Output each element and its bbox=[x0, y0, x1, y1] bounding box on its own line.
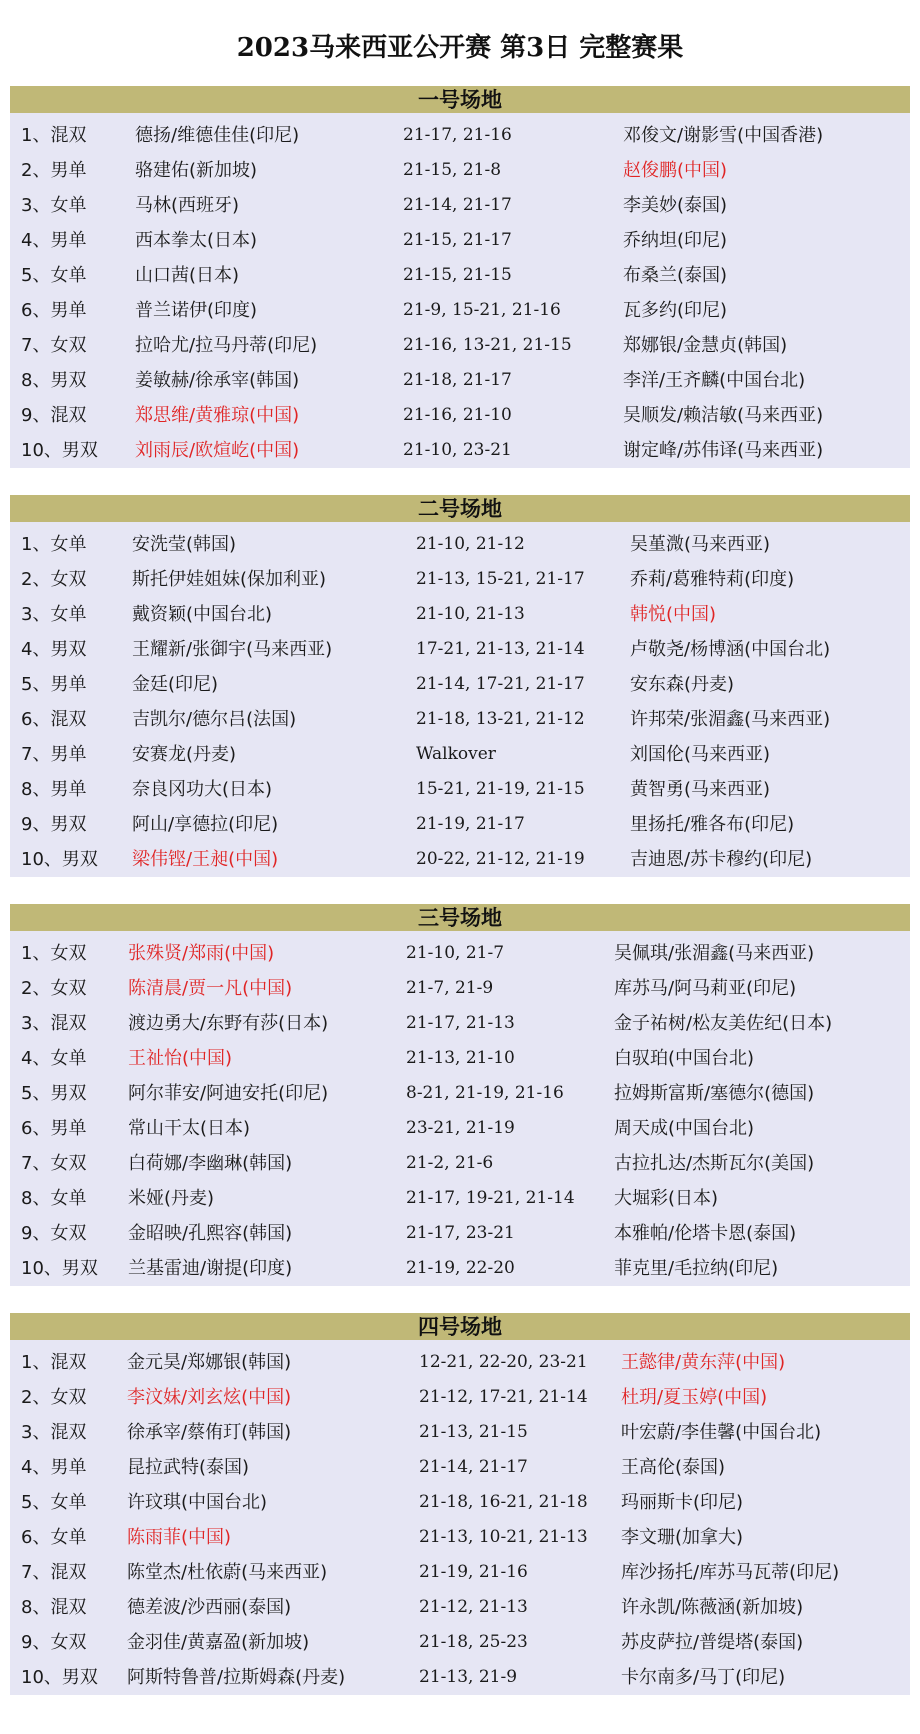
match-number: 9、男双 bbox=[21, 814, 87, 835]
match-row bbox=[10, 1415, 910, 1450]
match-score: 21-10, 21-13 bbox=[416, 604, 525, 624]
match-row bbox=[10, 702, 910, 737]
player-2: 韩悦(中国) bbox=[630, 604, 717, 625]
match-score: 21-18, 16-21, 21-18 bbox=[419, 1492, 588, 1512]
match-number: 1、混双 bbox=[21, 125, 87, 146]
player-1: 骆建佑(新加坡) bbox=[135, 160, 258, 181]
match-score: 21-12, 21-13 bbox=[419, 1597, 528, 1617]
player-1: 阿尔菲安/阿迪安托(印尼) bbox=[128, 1083, 329, 1104]
match-row bbox=[10, 1520, 910, 1555]
match-list bbox=[10, 522, 910, 877]
player-1: 马林(西班牙) bbox=[135, 195, 240, 216]
match-list bbox=[10, 113, 910, 468]
match-row bbox=[10, 118, 910, 153]
player-1: 金羽佳/黄嘉盈(新加坡) bbox=[127, 1632, 310, 1653]
match-row bbox=[10, 258, 910, 293]
match-score: 21-10, 21-7 bbox=[406, 943, 505, 963]
player-1: 郑思维/黄雅琼(中国) bbox=[135, 405, 300, 426]
player-2: 古拉扎达/杰斯瓦尔(美国) bbox=[614, 1153, 815, 1174]
player-2: 黄智勇(马来西亚) bbox=[630, 779, 771, 800]
player-2: 杜玥/夏玉婷(中国) bbox=[621, 1387, 768, 1408]
match-score: 21-19, 21-17 bbox=[416, 814, 525, 834]
match-number: 6、男单 bbox=[21, 1118, 87, 1139]
match-score: 21-14, 21-17 bbox=[419, 1457, 528, 1477]
player-2: 许邦荣/张湄鑫(马来西亚) bbox=[630, 709, 831, 730]
player-2: 瓦多约(印尼) bbox=[623, 300, 728, 321]
match-number: 2、女双 bbox=[21, 569, 87, 590]
match-row bbox=[10, 1041, 910, 1076]
match-score: 20-22, 21-12, 21-19 bbox=[416, 849, 585, 869]
match-score: 21-18, 25-23 bbox=[419, 1632, 528, 1652]
match-row bbox=[10, 667, 910, 702]
player-1: 金廷(印尼) bbox=[132, 674, 219, 695]
player-2: 白驭珀(中国台北) bbox=[614, 1048, 755, 1069]
player-2: 安东森(丹麦) bbox=[630, 674, 735, 695]
match-number: 1、混双 bbox=[21, 1352, 87, 1373]
match-row bbox=[10, 293, 910, 328]
player-1: 西本拳太(日本) bbox=[135, 230, 258, 251]
match-row bbox=[10, 1625, 910, 1660]
match-list bbox=[10, 931, 910, 1286]
player-1: 姜敏赫/徐承宰(韩国) bbox=[135, 370, 300, 391]
match-row bbox=[10, 1216, 910, 1251]
match-score: 21-19, 22-20 bbox=[406, 1258, 515, 1278]
player-1: 奈良冈功大(日本) bbox=[132, 779, 273, 800]
player-2: 郑娜银/金慧贞(韩国) bbox=[623, 335, 788, 356]
player-2: 吉迪恩/苏卡穆约(印尼) bbox=[630, 849, 813, 870]
player-2: 李文珊(加拿大) bbox=[621, 1527, 744, 1548]
match-number: 9、女双 bbox=[21, 1632, 87, 1653]
player-2: 乔纳坦(印尼) bbox=[623, 230, 728, 251]
match-row bbox=[10, 1006, 910, 1041]
player-2: 王懿律/黄东萍(中国) bbox=[621, 1352, 786, 1373]
match-number: 5、男双 bbox=[21, 1083, 87, 1104]
player-2: 金子祐树/松友美佐纪(日本) bbox=[614, 1013, 833, 1034]
match-number: 4、男双 bbox=[21, 639, 87, 660]
match-score: 21-18, 21-17 bbox=[403, 370, 512, 390]
match-number: 5、女单 bbox=[21, 265, 87, 286]
match-number: 9、混双 bbox=[21, 405, 87, 426]
match-number: 3、女单 bbox=[21, 195, 87, 216]
match-row bbox=[10, 188, 910, 223]
player-1: 王耀新/张御宇(马来西亚) bbox=[132, 639, 333, 660]
match-number: 7、混双 bbox=[21, 1562, 87, 1583]
match-number: 10、男双 bbox=[21, 1258, 98, 1279]
player-1: 阿山/享德拉(印尼) bbox=[132, 814, 279, 835]
player-2: 卡尔南多/马丁(印尼) bbox=[621, 1667, 786, 1688]
player-2: 大堀彩(日本) bbox=[614, 1188, 719, 1209]
match-row bbox=[10, 1485, 910, 1520]
player-1: 兰基雷迪/谢提(印度) bbox=[128, 1258, 293, 1279]
match-row bbox=[10, 842, 910, 877]
match-number: 4、男单 bbox=[21, 1457, 87, 1478]
match-row bbox=[10, 527, 910, 562]
player-2: 乔莉/葛雅特莉(印度) bbox=[630, 569, 795, 590]
match-row bbox=[10, 807, 910, 842]
player-2: 谢定峰/苏伟译(马来西亚) bbox=[623, 440, 824, 461]
player-1: 拉哈尤/拉马丹蒂(印尼) bbox=[135, 335, 318, 356]
player-1: 陈堂杰/杜依蔚(马来西亚) bbox=[127, 1562, 328, 1583]
player-2: 玛丽斯卡(印尼) bbox=[621, 1492, 744, 1513]
match-score: Walkover bbox=[416, 744, 496, 764]
match-row bbox=[10, 936, 910, 971]
court-header: 三号场地 bbox=[10, 904, 910, 931]
page-title: 2023马来西亚公开赛 第3日 完整赛果 bbox=[236, 33, 684, 63]
match-score: 21-16, 13-21, 21-15 bbox=[403, 335, 572, 355]
match-score: 17-21, 21-13, 21-14 bbox=[416, 639, 585, 659]
player-1: 安赛龙(丹麦) bbox=[132, 744, 237, 765]
player-2: 刘国伦(马来西亚) bbox=[630, 744, 771, 765]
match-number: 1、女单 bbox=[21, 534, 87, 555]
match-number: 5、男单 bbox=[21, 674, 87, 695]
player-2: 苏皮萨拉/普缇塔(泰国) bbox=[621, 1632, 804, 1653]
player-1: 金昭映/孔熙容(韩国) bbox=[128, 1223, 293, 1244]
match-list bbox=[10, 1340, 910, 1695]
player-1: 德扬/维德佳佳(印尼) bbox=[135, 125, 300, 146]
match-score: 21-13, 21-15 bbox=[419, 1422, 528, 1442]
match-score: 21-16, 21-10 bbox=[403, 405, 512, 425]
match-score: 15-21, 21-19, 21-15 bbox=[416, 779, 585, 799]
match-number: 5、女单 bbox=[21, 1492, 87, 1513]
match-number: 6、混双 bbox=[21, 709, 87, 730]
court-3-section bbox=[10, 904, 910, 1286]
match-number: 1、女双 bbox=[21, 943, 87, 964]
court-4-section bbox=[10, 1313, 910, 1695]
player-2: 邓俊文/谢影雪(中国香港) bbox=[623, 125, 824, 146]
match-score: 21-2, 21-6 bbox=[406, 1153, 494, 1173]
match-number: 3、混双 bbox=[21, 1422, 87, 1443]
match-score: 21-10, 21-12 bbox=[416, 534, 525, 554]
match-row bbox=[10, 1181, 910, 1216]
player-1: 戴资颖(中国台北) bbox=[132, 604, 273, 625]
player-1: 张殊贤/郑雨(中国) bbox=[128, 943, 275, 964]
match-row bbox=[10, 1660, 910, 1695]
match-number: 8、男单 bbox=[21, 779, 87, 800]
match-number: 6、男单 bbox=[21, 300, 87, 321]
match-score: 21-17, 21-16 bbox=[403, 125, 512, 145]
court-header: 二号场地 bbox=[10, 495, 910, 522]
player-2: 本雅帕/伦塔卡恩(泰国) bbox=[614, 1223, 797, 1244]
match-number: 4、女单 bbox=[21, 1048, 87, 1069]
player-2: 许永凯/陈薇涵(新加坡) bbox=[621, 1597, 804, 1618]
match-row bbox=[10, 971, 910, 1006]
match-number: 8、混双 bbox=[21, 1597, 87, 1618]
match-score: 21-13, 15-21, 21-17 bbox=[416, 569, 585, 589]
match-score: 21-15, 21-15 bbox=[403, 265, 512, 285]
match-row bbox=[10, 1111, 910, 1146]
match-number: 2、男单 bbox=[21, 160, 87, 181]
match-score: 12-21, 22-20, 23-21 bbox=[419, 1352, 588, 1372]
match-score: 21-14, 17-21, 21-17 bbox=[416, 674, 585, 694]
match-score: 21-7, 21-9 bbox=[406, 978, 494, 998]
match-score: 21-9, 15-21, 21-16 bbox=[403, 300, 561, 320]
match-score: 21-17, 19-21, 21-14 bbox=[406, 1188, 575, 1208]
match-row bbox=[10, 1146, 910, 1181]
court-header: 四号场地 bbox=[10, 1313, 910, 1340]
player-2: 吴佩琪/张湄鑫(马来西亚) bbox=[614, 943, 815, 964]
player-1: 白荷娜/李幽琳(韩国) bbox=[128, 1153, 293, 1174]
match-row bbox=[10, 1345, 910, 1380]
player-2: 周天成(中国台北) bbox=[614, 1118, 755, 1139]
match-score: 21-12, 17-21, 21-14 bbox=[419, 1387, 588, 1407]
match-row bbox=[10, 153, 910, 188]
player-1: 金元昊/郑娜银(韩国) bbox=[127, 1352, 292, 1373]
player-1: 昆拉武特(泰国) bbox=[127, 1457, 250, 1478]
court-2-section bbox=[10, 495, 910, 877]
court-header: 一号场地 bbox=[10, 86, 910, 113]
player-1: 陈雨菲(中国) bbox=[127, 1527, 232, 1548]
match-row bbox=[10, 1076, 910, 1111]
match-score: 21-17, 23-21 bbox=[406, 1223, 515, 1243]
match-number: 7、女双 bbox=[21, 1153, 87, 1174]
match-row bbox=[10, 1251, 910, 1286]
match-score: 8-21, 21-19, 21-16 bbox=[406, 1083, 564, 1103]
player-1: 普兰诺伊(印度) bbox=[135, 300, 258, 321]
match-number: 3、混双 bbox=[21, 1013, 87, 1034]
player-2: 李洋/王齐麟(中国台北) bbox=[623, 370, 806, 391]
court-1-section bbox=[10, 86, 910, 468]
player-2: 里扬托/雅各布(印尼) bbox=[630, 814, 795, 835]
match-score: 21-19, 21-16 bbox=[419, 1562, 528, 1582]
match-number: 10、男双 bbox=[21, 849, 98, 870]
player-2: 吴堇溦(马来西亚) bbox=[630, 534, 771, 555]
player-2: 菲克里/毛拉纳(印尼) bbox=[614, 1258, 779, 1279]
match-score: 21-13, 10-21, 21-13 bbox=[419, 1527, 588, 1547]
player-1: 陈清晨/贾一凡(中国) bbox=[128, 978, 293, 999]
match-number: 2、女双 bbox=[21, 978, 87, 999]
match-score: 21-10, 23-21 bbox=[403, 440, 512, 460]
match-score: 21-14, 21-17 bbox=[403, 195, 512, 215]
player-1: 王祉怡(中国) bbox=[128, 1048, 233, 1069]
player-2: 布桑兰(泰国) bbox=[623, 265, 728, 286]
player-1: 刘雨辰/欧煊屹(中国) bbox=[135, 440, 300, 461]
player-1: 李汶妹/刘玄炫(中国) bbox=[127, 1387, 292, 1408]
player-1: 阿斯特鲁普/拉斯姆森(丹麦) bbox=[127, 1667, 346, 1688]
match-row bbox=[10, 562, 910, 597]
match-row bbox=[10, 433, 910, 468]
player-1: 德差波/沙西丽(泰国) bbox=[127, 1597, 292, 1618]
match-row bbox=[10, 398, 910, 433]
player-2: 拉姆斯富斯/塞德尔(德国) bbox=[614, 1083, 815, 1104]
match-number: 7、男单 bbox=[21, 744, 87, 765]
match-row bbox=[10, 223, 910, 258]
player-1: 吉凯尔/德尔吕(法国) bbox=[132, 709, 297, 730]
match-row bbox=[10, 632, 910, 667]
player-2: 赵俊鹏(中国) bbox=[623, 160, 728, 181]
player-1: 山口茜(日本) bbox=[135, 265, 240, 286]
match-number: 4、男单 bbox=[21, 230, 87, 251]
player-1: 常山干太(日本) bbox=[128, 1118, 251, 1139]
match-number: 6、女单 bbox=[21, 1527, 87, 1548]
player-2: 库沙扬托/库苏马瓦蒂(印尼) bbox=[621, 1562, 840, 1583]
player-1: 斯托伊娃姐妹(保加利亚) bbox=[132, 569, 327, 590]
match-score: 21-13, 21-9 bbox=[419, 1667, 518, 1687]
match-row bbox=[10, 1380, 910, 1415]
match-row bbox=[10, 737, 910, 772]
match-score: 21-13, 21-10 bbox=[406, 1048, 515, 1068]
match-number: 8、女单 bbox=[21, 1188, 87, 1209]
match-score: 23-21, 21-19 bbox=[406, 1118, 515, 1138]
player-2: 李美妙(泰国) bbox=[623, 195, 728, 216]
match-row bbox=[10, 363, 910, 398]
player-1: 许玟琪(中国台北) bbox=[127, 1492, 268, 1513]
player-1: 梁伟铿/王昶(中国) bbox=[132, 849, 279, 870]
match-number: 2、女双 bbox=[21, 1387, 87, 1408]
match-row bbox=[10, 597, 910, 632]
match-number: 10、男双 bbox=[21, 1667, 98, 1688]
match-score: 21-15, 21-8 bbox=[403, 160, 502, 180]
match-score: 21-15, 21-17 bbox=[403, 230, 512, 250]
player-2: 库苏马/阿马莉亚(印尼) bbox=[614, 978, 797, 999]
player-2: 卢敬尧/杨博涵(中国台北) bbox=[630, 639, 831, 660]
match-number: 10、男双 bbox=[21, 440, 98, 461]
player-2: 王高伦(泰国) bbox=[621, 1457, 726, 1478]
match-score: 21-17, 21-13 bbox=[406, 1013, 515, 1033]
player-1: 米娅(丹麦) bbox=[128, 1188, 215, 1209]
match-row bbox=[10, 1450, 910, 1485]
match-number: 8、男双 bbox=[21, 370, 87, 391]
match-number: 3、女单 bbox=[21, 604, 87, 625]
player-2: 吴顺发/赖洁敏(马来西亚) bbox=[623, 405, 824, 426]
match-row bbox=[10, 1590, 910, 1625]
match-number: 9、女双 bbox=[21, 1223, 87, 1244]
match-score: 21-18, 13-21, 21-12 bbox=[416, 709, 585, 729]
match-number: 7、女双 bbox=[21, 335, 87, 356]
match-row bbox=[10, 1555, 910, 1590]
player-1: 渡边勇大/东野有莎(日本) bbox=[128, 1013, 329, 1034]
match-row bbox=[10, 772, 910, 807]
match-row bbox=[10, 328, 910, 363]
player-1: 徐承宰/蔡侑玎(韩国) bbox=[127, 1422, 292, 1443]
player-2: 叶宏蔚/李佳馨(中国台北) bbox=[621, 1422, 822, 1443]
player-1: 安洗莹(韩国) bbox=[132, 534, 237, 555]
